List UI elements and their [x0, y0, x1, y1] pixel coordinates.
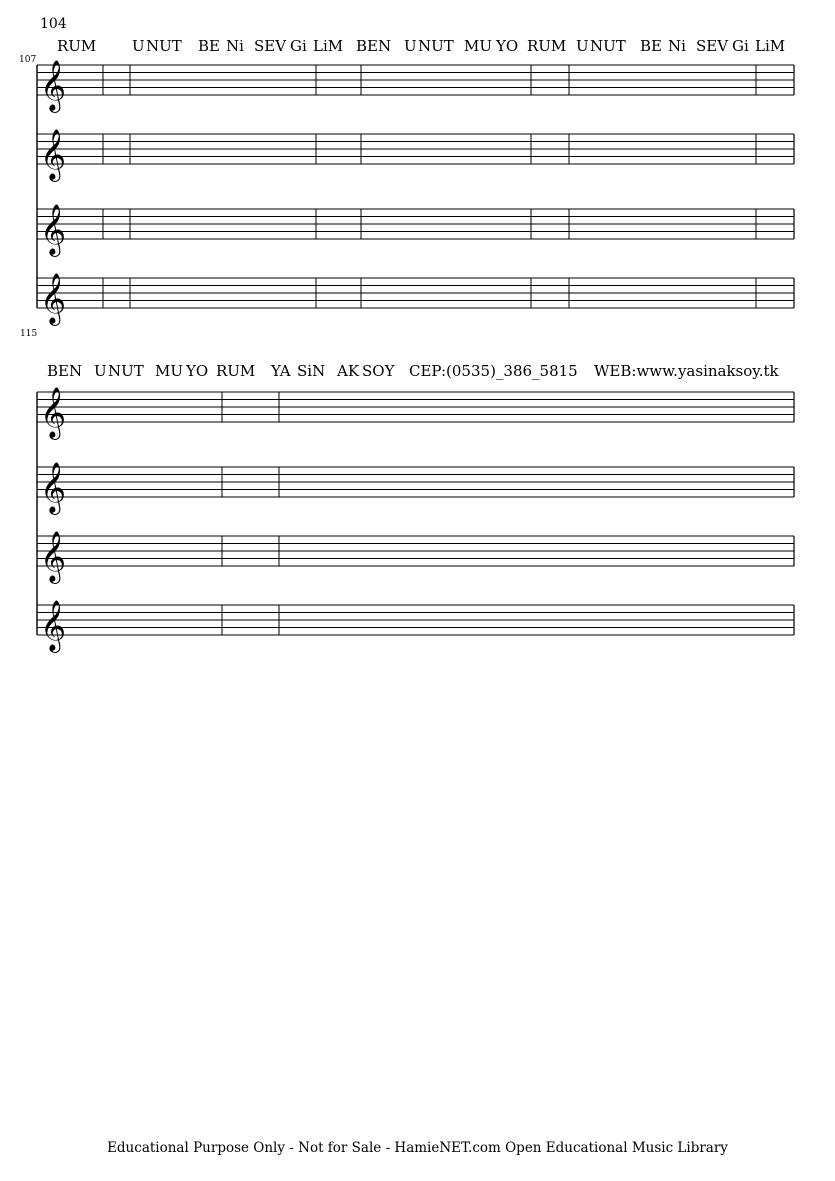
page-number: 104 — [40, 16, 67, 32]
lyric-syllable: Gi — [290, 37, 307, 55]
lyric-syllable: Ni — [668, 37, 686, 55]
lyric-syllable: NUT — [418, 37, 454, 55]
lyric-syllable: SEV — [254, 37, 287, 55]
lyric-syllable: RUM — [527, 37, 567, 55]
lyric-syllable: AK — [337, 362, 360, 380]
lyric-syllable: SEV — [696, 37, 729, 55]
lyric-syllable: U — [404, 37, 417, 55]
lyric-syllable: NUT — [108, 362, 144, 380]
lyric-syllable: SiN — [297, 362, 326, 380]
lyric-syllable: BEN — [47, 362, 83, 380]
lyric-syllable: NUT — [590, 37, 626, 55]
lyric-syllable: RUM — [216, 362, 256, 380]
lyric-syllable: WEB:www.yasinaksoy.tk — [594, 362, 779, 380]
lyric-syllable: Ni — [226, 37, 244, 55]
lyric-syllable: YA — [271, 362, 291, 380]
lyric-syllable: RUM — [57, 37, 97, 55]
treble-clef-icon: 𝄞 — [40, 462, 67, 513]
lyric-syllable: LiM — [313, 37, 344, 55]
lyric-syllable: MU — [464, 37, 493, 55]
lyric-syllable: LiM — [755, 37, 786, 55]
treble-clef-icon: 𝄞 — [40, 531, 67, 582]
lyric-syllable: BEN — [356, 37, 392, 55]
lyric-syllable: U — [132, 37, 145, 55]
lyric-syllable: MU — [155, 362, 184, 380]
lyric-syllable: YO — [186, 362, 209, 380]
footer-note: Educational Purpose Only - Not for Sale - HamieNET.com Open Educational Music Library — [107, 1140, 728, 1156]
lyric-syllable: BE — [198, 37, 220, 55]
treble-clef-icon: 𝄞 — [40, 60, 67, 111]
lyric-syllable: YO — [496, 37, 519, 55]
treble-clef-icon: 𝄞 — [40, 600, 67, 651]
lyric-syllable: NUT — [146, 37, 182, 55]
measure-number-system-2: 115 — [20, 329, 38, 339]
lyric-syllable: U — [576, 37, 589, 55]
treble-clef-icon: 𝄞 — [40, 387, 67, 438]
treble-clef-icon: 𝄞 — [40, 204, 67, 255]
treble-clef-icon: 𝄞 — [40, 129, 67, 180]
lyric-syllable: SOY — [362, 362, 395, 380]
lyric-syllable: U — [94, 362, 107, 380]
lyric-syllable: BE — [640, 37, 662, 55]
treble-clef-icon: 𝄞 — [40, 273, 67, 324]
measure-number-system-1: 107 — [19, 55, 37, 65]
lyric-syllable: CEP:(0535)_386_5815 — [409, 362, 578, 380]
lyric-syllable: Gi — [732, 37, 749, 55]
